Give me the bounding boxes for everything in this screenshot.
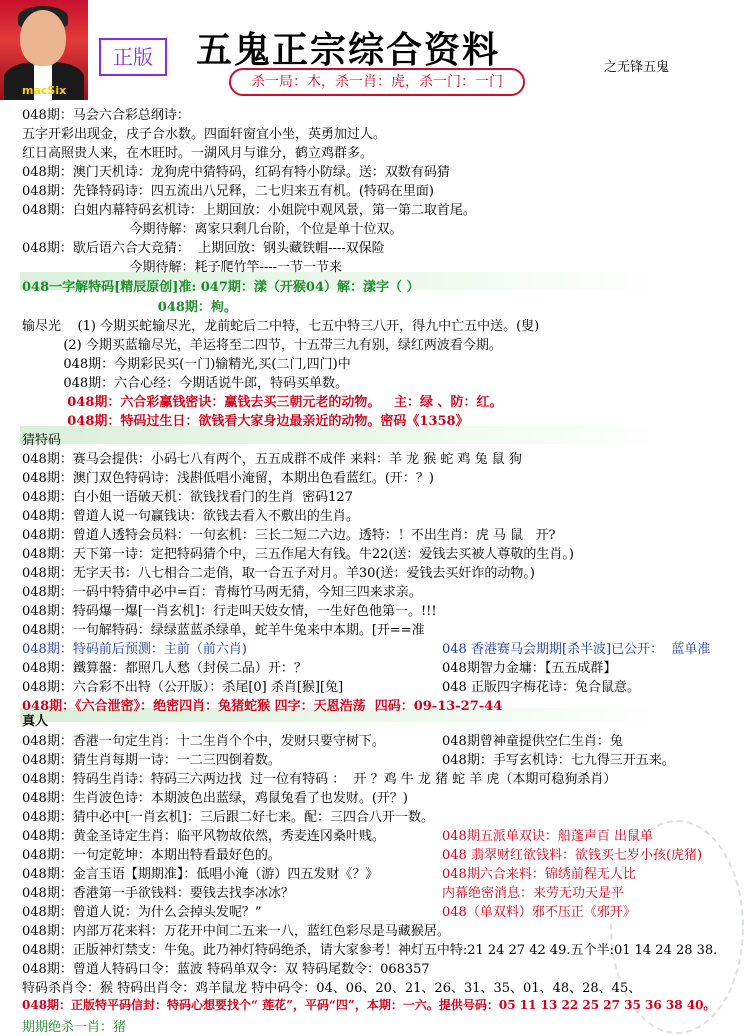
info-line: 048期：曾道人说一句赢钱诀：欲钱去看入不敷出的生肖。 [22,509,359,524]
info-line: 048期：枸。 [22,300,237,315]
info-line-left: 048期：猜中必中[一肖玄机]：三后跟二好七来。配：三四合八开一数。 [22,810,434,825]
info-line: 输尽光 (1) 今期买蛇输尽光，龙前蛇后二中特，七五中特三八开，得九中亡五中送。(叟) [22,319,540,334]
info-line: 048期：天下第一诗：定把特码猜个中，三五作尾大有钱。牛22(送：爱钱去买被人尊敬的生肖。) [22,547,574,562]
photo-logo: macSix [22,84,67,97]
info-line: 048期：无字天书：八七相合二走俏，取一合五子对月。羊30(送：爱钱去买奸诈的动物。) [22,566,535,581]
info-line-right: 048期智力金墉：【五五成群】 [442,661,617,676]
info-line-right: 048 香港赛马会期期[杀半波]已公开： 蓝单准 [442,642,711,657]
info-line-left: 048期：《六合泄密》：绝密四肖：兔猪蛇猴 四字：天恩浩荡 四码：09-13-27-44 [22,699,503,714]
info-line-left: 048期：曾道人说：为什么会掉头发呢？” [22,905,262,920]
info-line-left: 048期：特码前后预测：主前（前六肖) [22,642,247,657]
info-line-left: 048期：六合彩不出特（公开版）：杀尾[0] 杀肖[猴][兔] [22,680,344,695]
info-line: 048期：白小姐一语破天机：欲钱找看门的生肖 密码127 [22,490,353,505]
info-line: 048期：赛马会提供：小码七八有两个，五五成群不成伴 来料：羊 龙 猴 蛇 鸡 兔 鼠 狗 [22,452,522,467]
info-line: 048期：特码过生日：欲钱看大家身边最亲近的动物。密码《1358》 [22,414,469,429]
info-line: 048期：澳门天机诗：龙狗虎中猜特码，红码有特小防绿。送：双数有码猜 [22,165,450,180]
info-line: 048一字解特码[精辰原创]准: 047期：漾（开猴04）解：漾字（ ） [22,280,420,295]
info-line-right: 048（单双料）邪不压正《邪开》 [442,905,636,920]
info-line-right: 048 翡翠财红欲钱料：欲钱买七岁小孩(虎猪) [442,848,703,863]
info-line: 期期绝杀一肖：猪 [22,1020,127,1035]
info-line: 048期：一码中特猜中必中=百：青梅竹马两无猜，今知三四来求亲。 [22,585,422,600]
info-line-right: 048期五派单双诀：船蓬声百 出鼠单 [442,829,653,844]
info-line: 五字开彩出现金，戌子合水数。四面轩窗宜小坐，英勇加过人。 [22,127,387,142]
info-line-left: 048期：猜生肖每期一诗：一二三四倒着数。 [22,753,281,768]
author-photo [0,0,88,100]
info-line-right: 048期：手写玄机诗：七九得三开五来。 [442,753,675,768]
info-line-left: 048期：金言玉语【期期准】：低唱小淹（游）四五发财《？》 [22,867,379,882]
info-line: 048期：六合心经：今期话说牛郎，特码买单数。 [22,376,349,391]
info-line-left: 048期：香港第一手欲钱料：要钱去找李冰冰？ [22,886,294,901]
info-line: (2) 今期买蓝输尽光，羊运将至二四节，十五带三九有别，绿红两波看今期。 [22,338,502,353]
info-line-left: 048期：一句定乾坤：本期出特看最好色的。 [22,848,281,863]
info-line: 048期：六合彩赢钱密诀：赢钱去买三朝元老的动物。 主：绿 、防：红。 [22,395,503,410]
info-line: 048期：白姐内幕特码玄机诗：上期回放：小姐院中观风景，第一第二取首尾。 [22,203,476,218]
info-line-left: 真人 [22,714,49,729]
info-line-left: 048期：香港一句定生肖：十二生肖个个中，发财只要守树下。 [22,734,385,749]
info-line: 红日高照贵人来，在木旺时。一湖风月与谁分，鹤立鸡群多。 [22,146,374,161]
info-line: 048期：马会六合彩总纲诗： [22,108,190,123]
info-line: 048期：特码爆一爆[一肖玄机]：行走叫天妓女情，一生好色他第一。!!! [22,604,437,619]
info-line-left: 048期：特码生肖诗：特码三六两边找 过一位有特码 ： 开 ？鸡 牛 龙 猪 蛇 羊 虎（本期可稳狗杀肖） [22,772,617,787]
info-line-left: 048期：黄金圣诗定生肖：临平风物故依然，秀麦连冈桑叶贱。 [22,829,385,844]
info-line-right: 内幕绝密消息：来劳无功天是平 [442,886,625,901]
info-line: 特码杀肖令：猴 特码出肖令：鸡羊鼠龙 特中码令：04、06、20、21、26、31、35、01、48、28、45、 [22,981,642,996]
info-line-right: 048 正版四字梅花诗：兔合鼠意。 [442,680,640,695]
info-line: 048期：曾道人透特会员料：一句玄机：三长二短二六边。透特：！不出生肖：虎 马 鼠 开? [22,528,556,543]
info-line: 048期：今期彩民买(一门)输精光,买(二门,四门)中 [22,357,351,372]
info-line: 猜特码 [22,433,62,448]
info-line: 048期：先锋特码诗：四五流出八兄释，二七归来五有机。(特码在里面) [22,184,434,199]
info-line-left: 048期：生肖波色诗：本期波色出蓝绿，鸡鼠兔看了也发财。(开？) [22,791,408,806]
info-line: 048期：歇后语六合大竞猜： 上期回放：钢头藏铁帽----双保险 [22,241,385,256]
author-name: 之无锋五鬼 [604,60,670,75]
info-line: 048期：澳门双色特码诗：浅斟低唱小淹留，本期出色看蓝红。(开：？) [22,471,434,486]
info-line: 048期：正版神灯禁支：牛兔。此乃神灯特码绝杀，请大家参考！神灯五中特:21 24 27 42 49.五个半:01 14 24 28 38. [22,943,718,958]
info-line: 048期：曾道人特码口令：蓝波 特码单双令：双 特码尾数令：068357 [22,962,430,977]
info-line: 048期：内部万花来料：万花开中间二五来一八，蓝红色彩尽是马藏猴居。 [22,924,450,939]
info-line: 048期：正版特平码信封：特码心想要找个“ 莲花”，平码“四”，本期：一六。提供号码：05 11 13 22 25 27 35 36 38 40。 [22,998,716,1012]
kill-line: 杀一局：木，杀一肖：虎，杀一门：一门 [229,68,525,96]
page-title: 五鬼正宗综合资料 [196,29,501,71]
info-line: 048期：一句解特码：绿绿蓝蓝杀绿单，蛇羊牛兔来中本期。[开==准 [22,623,425,638]
info-line: 今期待解：离家只剩几台阶，个位是单十位双。 [22,222,403,237]
info-line: 今期待解：耗子爬竹竿----一节一节来 [22,260,343,275]
info-line-left: 048期：鐵算盤：都照几人愁（封侯二品）开：？ [22,661,307,676]
info-line-right: 048期曾神童提供空仁生肖：兔 [442,734,623,749]
genuine-badge: 正版 [99,38,167,76]
info-line-right: 048期六合来料：锦绣前程无人比 [442,867,636,882]
